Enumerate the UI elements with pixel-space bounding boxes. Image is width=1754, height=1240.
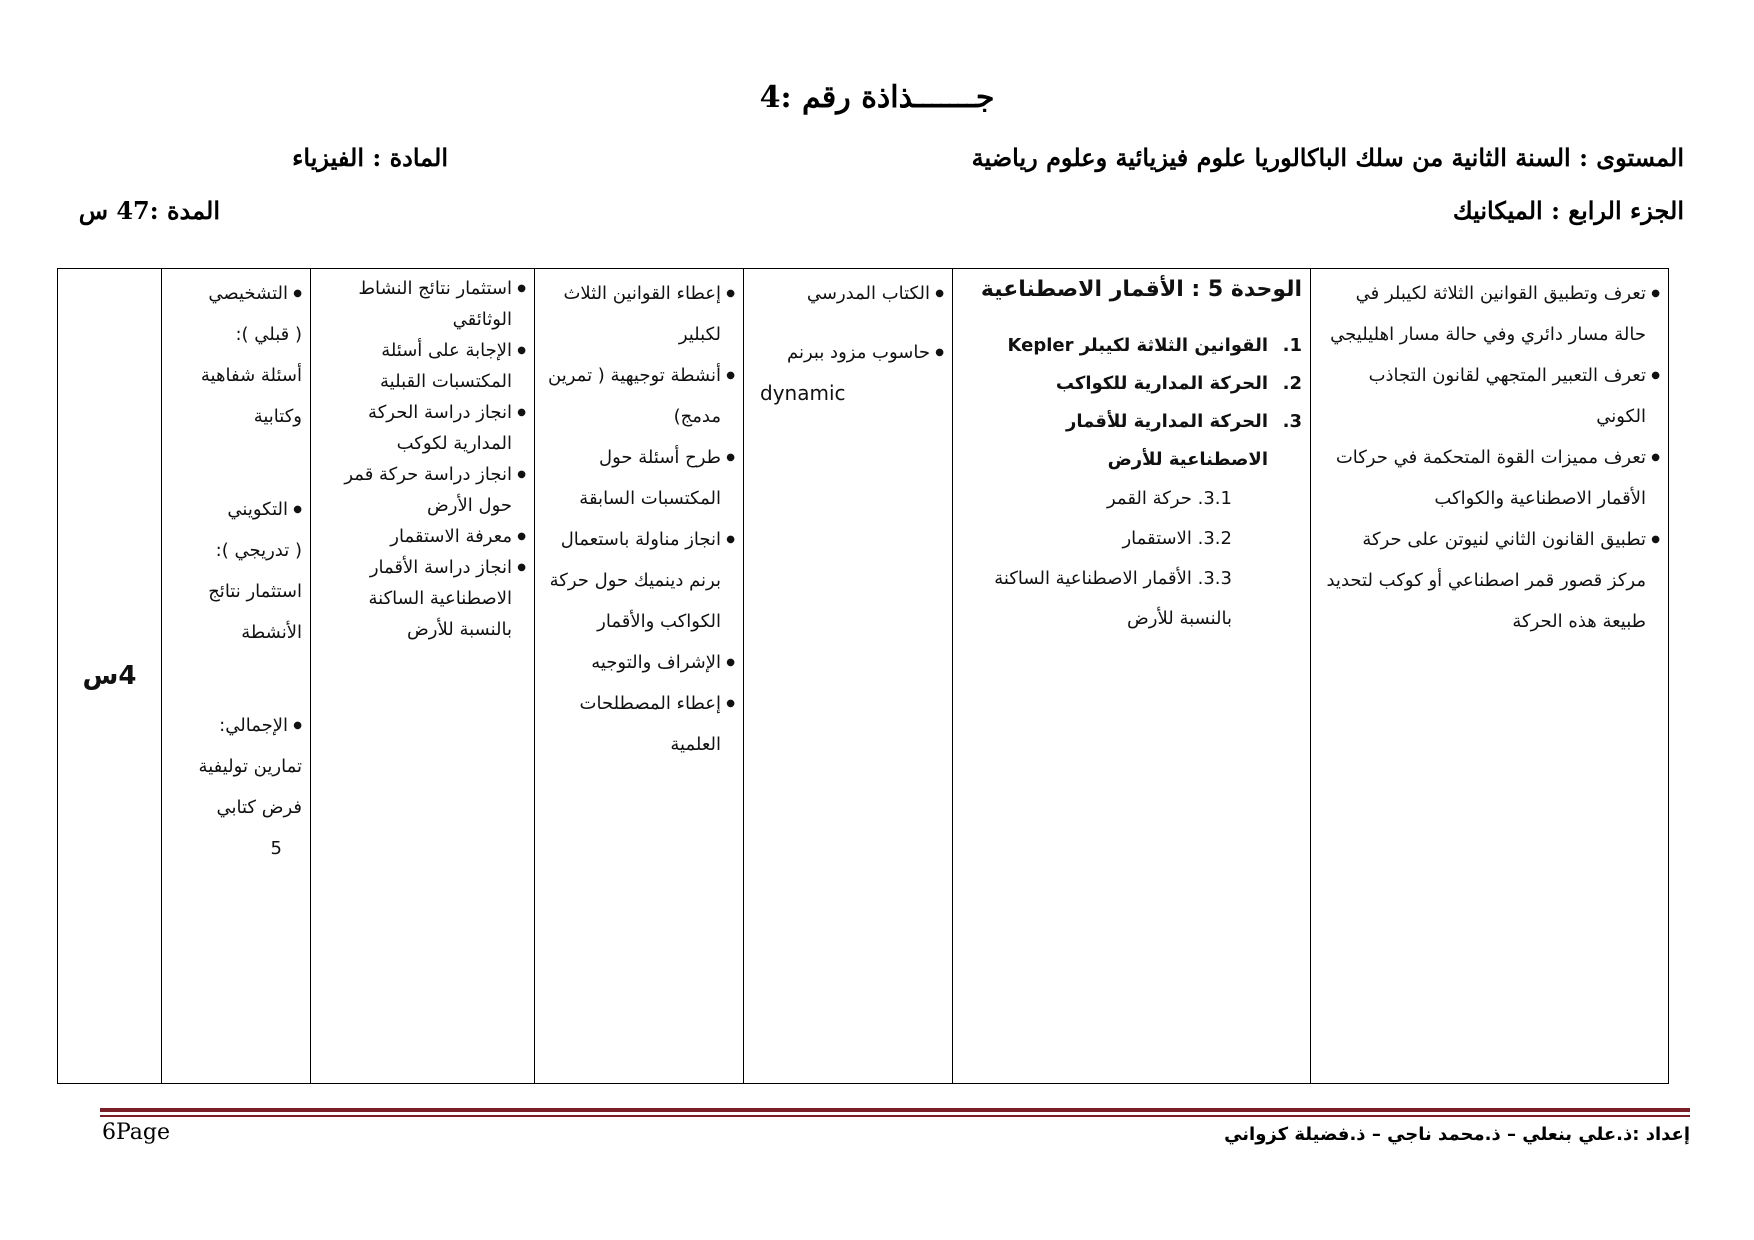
- eval-summative-text: تمارين توليفية: [198, 756, 302, 777]
- unit-list: [961, 327, 1302, 479]
- eval-summative-text: فرض كتابي: [216, 797, 302, 818]
- resource-dynamic: dynamic: [760, 381, 846, 405]
- learner-activity: ● استثمار نتائج النشاط الوثائقي: [319, 273, 526, 335]
- learner-activity: ● معرفة الاستقمار: [319, 521, 526, 552]
- eval-summative-number: 5: [270, 838, 282, 859]
- teacher-activity: ● الإشراف والتوجيه: [543, 642, 735, 683]
- unit-item: [961, 327, 1302, 365]
- footer-authors: إعداد :ذ.علي بنعلي – ذ.محمد ناجي – ذ.فضيلة كزواني: [1224, 1124, 1690, 1145]
- unit-title: الوحدة 5 : الأقمار الاصطناعية: [980, 277, 1302, 302]
- learner-activities-cell: [311, 269, 535, 1084]
- eval-diagnostic-text: أسئلة شفاهية وكتابية: [200, 365, 302, 427]
- teacher-activity: ● انجاز مناولة باستعمال برنم دينميك حول حركة الكواكب والأقمار: [543, 519, 735, 642]
- time-cell: 4س: [58, 269, 162, 1084]
- footer-rule-thin: [100, 1115, 1690, 1117]
- footer-rule: [100, 1108, 1690, 1112]
- duration-label: المدة :47 س: [78, 196, 220, 225]
- unit-item-num: 2.: [1282, 373, 1302, 394]
- teacher-activity: ● إعطاء المصطلحات العلمية: [543, 683, 735, 765]
- resource-item: ● الكتاب المدرسي: [752, 273, 944, 314]
- level-label: المستوى : السنة الثانية من سلك الباكالوريا علوم فيزيائية وعلوم رياضية: [971, 143, 1684, 172]
- unit-item-text: الحركة المدارية للكواكب: [1055, 373, 1268, 394]
- resource-item: ● حاسوب مزود ببرنم: [752, 332, 944, 373]
- learner-activity: ● انجاز دراسة حركة قمر حول الأرض: [319, 459, 526, 521]
- unit-item: [961, 403, 1302, 479]
- teacher-activities-cell: [535, 269, 744, 1084]
- unit-subitem: 3.3. الأقمار الاصطناعية الساكنة بالنسبة للأرض: [994, 568, 1232, 629]
- learner-activity: ● انجاز دراسة الحركة المدارية لكوكب: [319, 397, 526, 459]
- eval-diagnostic-type: ( قبلي ):: [235, 324, 302, 345]
- eval-formative-label: ● التكويني: [170, 489, 302, 530]
- eval-formative-type: ( تدريجي ):: [215, 540, 302, 561]
- part-label: الجزء الرابع : الميكانيك: [1452, 196, 1684, 225]
- objective-item: ● تعرف التعبير المتجهي لقانون التجاذب الكوني: [1319, 355, 1660, 437]
- eval-diagnostic-label: ● التشخيصي: [170, 273, 302, 314]
- unit-subitem: 3.1. حركة القمر: [1106, 488, 1232, 509]
- teacher-activity: ● أنشطة توجيهية ( تمرين مدمج): [543, 355, 735, 437]
- resources-cell: [744, 269, 953, 1084]
- unit-subitem: 3.2. الاستقمار: [1122, 528, 1232, 549]
- objectives-cell: [1311, 269, 1669, 1084]
- unit-item-num: 1.: [1282, 335, 1302, 356]
- subject-label: المادة : الفيزياء: [292, 143, 448, 172]
- teacher-activity: ● طرح أسئلة حول المكتسبات السابقة: [543, 437, 735, 519]
- eval-formative-text: استثمار نتائج الأنشطة: [208, 581, 302, 643]
- unit-item-text: الحركة المدارية للأقمار الاصطناعية للأرض: [1065, 411, 1268, 470]
- learner-activity: ● الإجابة على أسئلة المكتسبات القبلية: [319, 335, 526, 397]
- unit-item: [961, 365, 1302, 403]
- evaluation-cell: [162, 269, 311, 1084]
- page-title: جـــــــذاذة رقم :4: [759, 80, 995, 115]
- objective-item: ● تعرف مميزات القوة المتحكمة في حركات الأقمار الاصطناعية والكواكب: [1319, 437, 1660, 519]
- eval-summative-label: ● الإجمالي:: [170, 705, 302, 746]
- teacher-activity: ● إعطاء القوانين الثلاث لكبلير: [543, 273, 735, 355]
- unit-item-num: 3.: [1282, 411, 1302, 432]
- page-number: 6Page: [102, 1120, 171, 1145]
- unit-cell: [953, 269, 1311, 1084]
- learner-activity: ● انجاز دراسة الأقمار الاصطناعية الساكنة بالنسبة للأرض: [319, 552, 526, 645]
- lesson-plan-table: [57, 268, 1669, 1084]
- unit-item-text: القوانين الثلاثة لكيبلر Kepler: [1007, 335, 1268, 356]
- objective-item: ● تطبيق القانون الثاني لنيوتن على حركة مركز قصور قمر اصطناعي أو كوكب لتحديد طبيعة هذه الحركة: [1319, 519, 1660, 642]
- objective-item: ● تعرف وتطبيق القوانين الثلاثة لكيبلر في حالة مسار دائري وفي حالة مسار اهليليجي: [1319, 273, 1660, 355]
